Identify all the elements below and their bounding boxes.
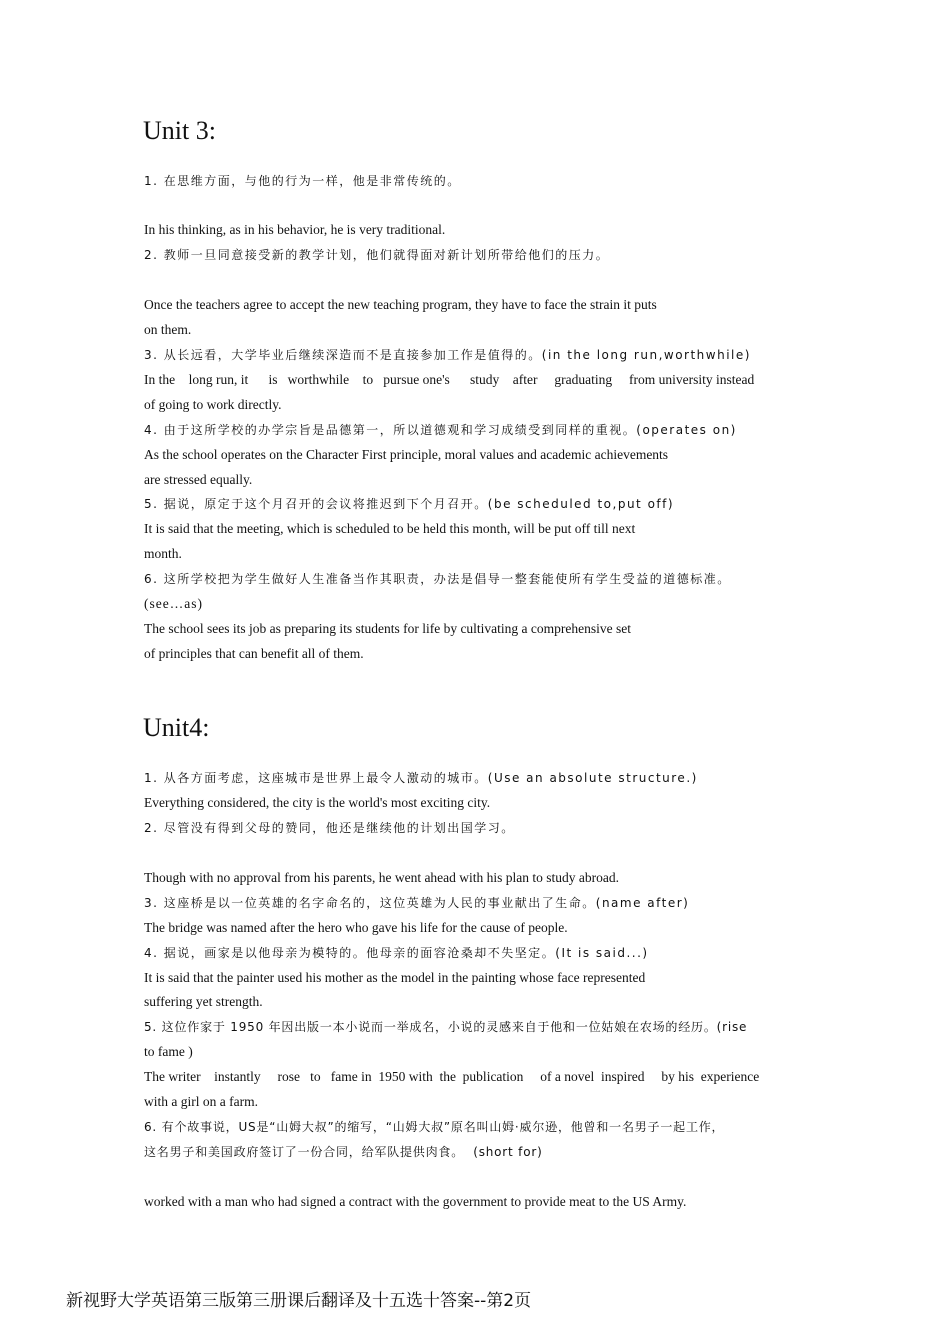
unit3-q3-chinese: 3. 从长远看，大学毕业后继续深造而不是直接参加工作是值得的。(in the long run,worthwhile) bbox=[144, 348, 751, 362]
unit3-q3-english: In the long run, it is worthwhile to pursue one's study after graduating from university instead bbox=[144, 372, 755, 387]
unit4-q1-chinese: 1. 从各方面考虑，这座城市是世界上最令人激动的城市。(Use an absolute structure.) bbox=[144, 771, 698, 785]
unit3-q2-english: Once the teachers agree to accept the new teaching program, they have to face the strain it puts bbox=[144, 297, 657, 312]
unit4-q4-english: It is said that the painter used his mother as the model in the painting whose face represented bbox=[144, 970, 646, 985]
unit4-q1-english: Everything considered, the city is the world's most exciting city. bbox=[144, 795, 491, 810]
unit4-q5-english: The writer instantly rose to fame in 1950 with the publication of a novel inspired by his experience bbox=[144, 1069, 760, 1084]
unit3-q4-english-cont: are stressed equally. bbox=[144, 472, 253, 487]
unit4-q5-chinese: 5. 这位作家于 1950 年因出版一本小说而一举成名，小说的灵感来自于他和一位姑娘在农场的经历。(rise bbox=[144, 1020, 748, 1034]
unit4-q5-chinese-cont: to fame ) bbox=[144, 1044, 193, 1059]
unit3-q2-chinese: 2. 教师一旦同意接受新的教学计划，他们就得面对新计划所带给他们的压力。 bbox=[144, 248, 610, 262]
unit4-q3-chinese: 3. 这座桥是以一位英雄的名字命名的，这位英雄为人民的事业献出了生命。(name after) bbox=[144, 896, 690, 910]
unit4-q6-english: worked with a man who had signed a contract with the government to provide meat to the US Army. bbox=[144, 1194, 687, 1209]
unit3-q5-english: It is said that the meeting, which is scheduled to be held this month, will be put off till next bbox=[144, 521, 636, 536]
unit3-q6-english: The school sees its job as preparing its students for life by cultivating a comprehensive set bbox=[144, 621, 632, 636]
unit3-q6-chinese: 6. 这所学校把为学生做好人生准备当作其职责，办法是倡导一整套能使所有学生受益的道德标准。 bbox=[144, 572, 731, 586]
unit4-heading: Unit4: bbox=[143, 713, 210, 742]
unit3-q5-chinese: 5. 据说，原定于这个月召开的会议将推迟到下个月召开。(be scheduled to,put off) bbox=[144, 497, 675, 511]
unit4-q4-chinese: 4. 据说，画家是以他母亲为模特的。他母亲的面容沧桑却不失坚定。(It is said...) bbox=[144, 946, 649, 960]
unit3-q3-english-cont: of going to work directly. bbox=[144, 397, 282, 412]
unit4-q2-chinese: 2. 尽管没有得到父母的赞同，他还是继续他的计划出国学习。 bbox=[144, 821, 515, 835]
unit4-q2-english: Though with no approval from his parents, he went ahead with his plan to study abroad. bbox=[144, 870, 620, 885]
unit3-q4-chinese: 4. 由于这所学校的办学宗旨是品德第一，所以道德观和学习成绩受到同样的重视。(operates on) bbox=[144, 423, 737, 437]
unit4-q6-chinese-cont: 这名男子和美国政府签订了一份合同，给军队提供肉食。 (short for) bbox=[144, 1145, 543, 1159]
unit3-q5-english-cont: month. bbox=[144, 546, 182, 561]
unit3-q6-chinese-cont: (see…as) bbox=[144, 596, 203, 611]
unit4-q4-english-cont: suffering yet strength. bbox=[144, 994, 263, 1009]
page-footer: 新视野大学英语第三版第三册课后翻译及十五选十答案--第2页 bbox=[66, 1291, 532, 1311]
unit4-q6-chinese: 6. 有个故事说，US是“山姆大叔”的缩写，“山姆大叔”原名叫山姆·威尔逊，他曾和一名男子一起工作， bbox=[144, 1120, 725, 1134]
unit3-q6-english-cont: of principles that can benefit all of them. bbox=[144, 646, 364, 661]
unit3-q4-english: As the school operates on the Character First principle, moral values and academic achievements bbox=[144, 447, 669, 462]
unit3-heading: Unit 3: bbox=[143, 116, 216, 145]
unit4-q3-english: The bridge was named after the hero who gave his life for the cause of people. bbox=[144, 920, 568, 935]
unit3-q2-english-cont: on them. bbox=[144, 322, 192, 337]
unit4-q5-english-cont: with a girl on a farm. bbox=[144, 1094, 258, 1109]
unit3-q1-english: In his thinking, as in his behavior, he is very traditional. bbox=[144, 222, 446, 237]
unit3-q1-chinese: 1. 在思维方面，与他的行为一样，他是非常传统的。 bbox=[144, 174, 461, 188]
